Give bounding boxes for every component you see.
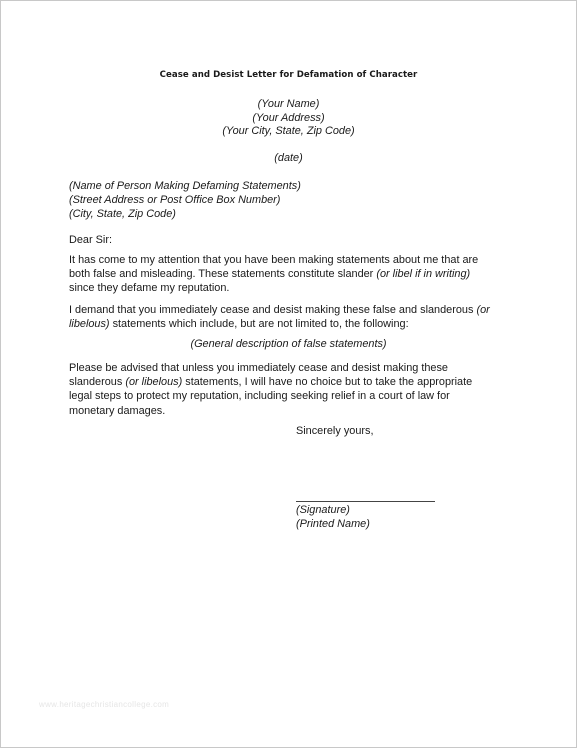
paragraph-3-text-a: slanderous [69, 376, 126, 389]
paragraph-1 [69, 253, 478, 296]
paragraph-1-line-3: since they defame my reputation. [69, 282, 230, 295]
paragraph-1-text: both false and misleading. These statements constitute slander [69, 268, 377, 281]
libelous-note: libelous) [69, 318, 110, 331]
or-note: (or [476, 304, 490, 316]
sender-name: (Your Name) [257, 98, 320, 110]
paragraph-3-line-2 [69, 375, 472, 389]
recipient-name: (Name of Person Making Defaming Statements) [69, 180, 301, 192]
paragraph-2-line-2 [69, 317, 490, 331]
paragraph-3-text-b: statements, I will have no choice but to take the appropriate [182, 376, 473, 389]
signature-label: (Signature) [296, 504, 350, 516]
libelous-note-2: (or libelous) [125, 376, 183, 389]
signature-block [296, 504, 370, 531]
recipient-city: (City, State, Zip Code) [69, 208, 176, 221]
printed-name-label: (Printed Name) [296, 517, 370, 530]
signature-line [296, 501, 435, 502]
watermark: www.heritagechristiancollege.com [39, 700, 170, 709]
libel-note: (or libel if in writing) [376, 268, 471, 281]
paragraph-3-line-4: monetary damages. [69, 404, 166, 417]
sender-block [1, 98, 576, 139]
paragraph-3-line-1: Please be advised that unless you immediately cease and desist making these [69, 362, 448, 374]
general-description: (General description of false statements) [190, 338, 387, 350]
closing: Sincerely yours, [296, 425, 374, 437]
salutation: Dear Sir: [69, 234, 112, 246]
recipient-block [69, 179, 301, 222]
paragraph-1-line-2 [69, 267, 478, 281]
recipient-street: (Street Address or Post Office Box Number) [69, 194, 281, 207]
document-title: Cease and Desist Letter for Defamation of Character [159, 70, 418, 80]
paragraph-3 [69, 361, 472, 418]
paragraph-2-text: I demand that you immediately cease and desist making these false and slanderous [69, 304, 477, 316]
sender-city: (Your City, State, Zip Code) [222, 125, 355, 137]
paragraph-3-line-3: legal steps to protect my reputation, including seeking relief in a court of law for [69, 390, 450, 403]
paragraph-1-line-1: It has come to my attention that you have been making statements about me that are [69, 254, 479, 266]
sender-address: (Your Address) [252, 111, 325, 124]
letter-date: (date) [274, 152, 303, 164]
paragraph-2 [69, 303, 490, 331]
paragraph-2-line-1 [69, 303, 490, 317]
paragraph-2-text-2: statements which include, but are not limited to, the following: [109, 318, 409, 331]
